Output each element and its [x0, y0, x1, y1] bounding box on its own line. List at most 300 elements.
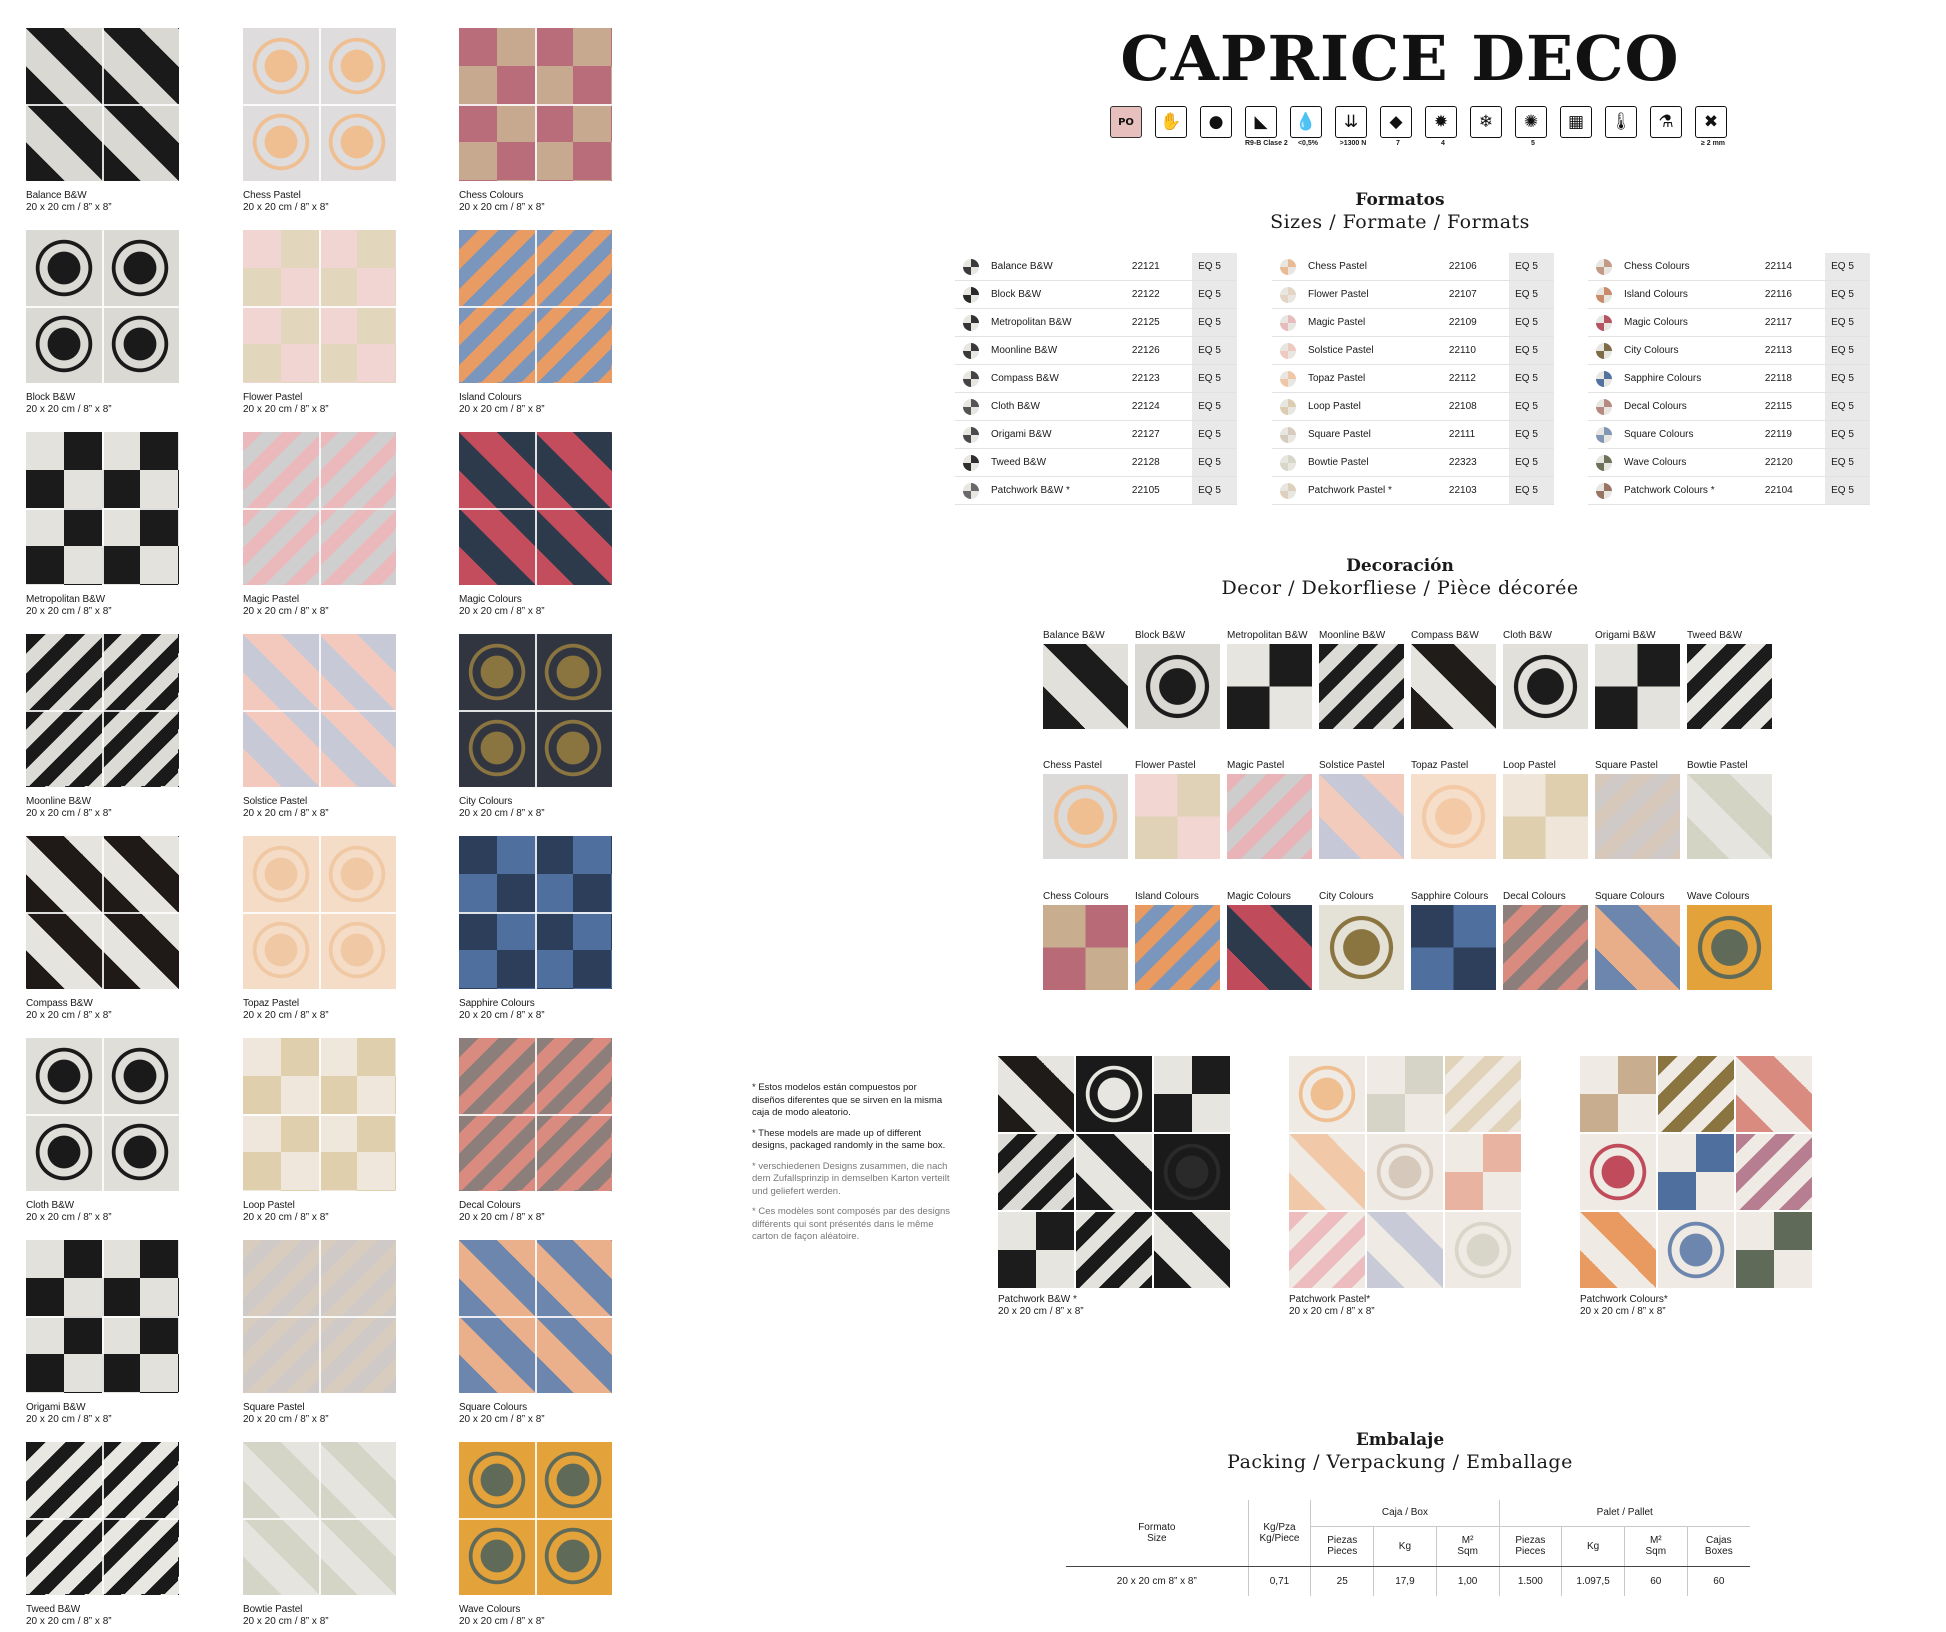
decor-swatch [1503, 774, 1588, 859]
format-name: Origami B&W [991, 429, 1052, 440]
decor-swatch [1595, 774, 1680, 859]
tile-thumb-icon [1596, 287, 1612, 303]
decor-label: Decal Colours [1503, 891, 1566, 902]
decor-swatch [1687, 905, 1772, 990]
tile-card [459, 1240, 614, 1426]
tile-image [459, 634, 612, 787]
decor-label: Chess Colours [1043, 891, 1109, 902]
tile-name: Square Colours [459, 1402, 528, 1413]
patchwork-cell [1445, 1056, 1521, 1132]
formats-row [955, 337, 1237, 365]
format-ref: 22126 [1131, 345, 1160, 356]
tile-card [26, 28, 181, 214]
pack-pallet-kg: 1.097,5 [1562, 1566, 1625, 1596]
format-eq: EQ 5 [1192, 393, 1237, 420]
tile-thumb-icon [963, 371, 979, 387]
format-eq: EQ 5 [1509, 309, 1554, 336]
format-name: Square Pastel [1308, 429, 1371, 440]
decor-label: Block B&W [1135, 630, 1186, 641]
format-ref: 22114 [1764, 261, 1792, 272]
tile-name: Balance B&W [26, 190, 87, 201]
format-name: Compass B&W [991, 373, 1059, 384]
formats-column [1272, 253, 1554, 505]
formats-row [955, 365, 1237, 393]
formats-row [1588, 421, 1870, 449]
decor-label: Origami B&W [1595, 630, 1656, 641]
format-ref: 22112 [1448, 373, 1476, 384]
tile-image [459, 1038, 612, 1191]
pack-h-formato: Formato [1138, 1521, 1176, 1533]
tile-name: Loop Pastel [243, 1200, 295, 1211]
collection-title: CAPRICE DECO [1120, 22, 1680, 95]
format-eq: EQ 5 [1192, 449, 1237, 476]
format-ref: 22115 [1764, 401, 1792, 412]
tile-thumb-icon [963, 287, 979, 303]
spec-icon-glyph: 💧 [1290, 106, 1322, 138]
format-eq: EQ 5 [1825, 337, 1870, 364]
pack-h-kgpza: Kg/Pza [1263, 1521, 1296, 1533]
spec-icon-glyph: ▦ [1560, 106, 1592, 138]
format-ref: 22125 [1131, 317, 1160, 328]
pack-h-boxes: Boxes [1704, 1546, 1733, 1557]
tile-card [243, 836, 398, 1022]
pack-h-pieces: Pieces [1327, 1546, 1358, 1557]
formats-row [1272, 337, 1554, 365]
tile-image [243, 432, 396, 585]
tile-image [243, 1038, 396, 1191]
tile-card [26, 836, 181, 1022]
formats-heading [1050, 190, 1750, 233]
spec-icon-glyph: ◆ [1380, 106, 1412, 138]
note-es: * Estos modelos están compuestos por diseños diferentes que se sirven en la misma caja de modo aleatorio. [752, 1082, 943, 1118]
tile-image [243, 28, 396, 181]
format-ref: 22122 [1131, 289, 1160, 300]
patchwork-size: 20 x 20 cm / 8” x 8” [1580, 1306, 1666, 1317]
packing-table [1066, 1500, 1750, 1596]
tile-thumb-icon [1280, 455, 1296, 471]
decor-swatch [1135, 774, 1220, 859]
tile-thumb-icon [1280, 287, 1296, 303]
pack-h-box-m2 [1436, 1526, 1499, 1566]
decor-item [1135, 612, 1220, 729]
decor-swatch [1687, 774, 1772, 859]
decor-heading-es: Decoración [1346, 556, 1454, 576]
tile-card [26, 1442, 181, 1628]
decor-swatch [1227, 774, 1312, 859]
format-ref: 22128 [1131, 457, 1160, 468]
tile-size: 20 x 20 cm / 8” x 8” [26, 1212, 112, 1223]
format-ref: 22116 [1764, 289, 1792, 300]
note-fr: * Ces modèles sont composés par des designs différents qui sont présentés dans le même carton de façon aléatoire. [752, 1206, 951, 1242]
format-name: Tweed B&W [991, 457, 1047, 468]
patchwork-size: 20 x 20 cm / 8” x 8” [998, 1306, 1084, 1317]
formats-column [955, 253, 1237, 505]
pack-h-format [1066, 1500, 1248, 1566]
format-name: Patchwork Pastel * [1308, 485, 1392, 496]
pack-pallet-pieces: 1.500 [1499, 1566, 1562, 1596]
decor-item [1227, 612, 1312, 729]
patchwork-grid [1580, 1056, 1812, 1288]
patchwork-cell [1445, 1212, 1521, 1288]
hands-icon [1155, 106, 1191, 156]
patchwork-cell [1580, 1212, 1656, 1288]
patchwork-name: Patchwork Pastel* [1289, 1294, 1371, 1305]
tile-image [26, 1038, 179, 1191]
tile-name: Topaz Pastel [243, 998, 300, 1009]
tile-image [26, 836, 179, 989]
pack-h-pallet-boxes [1687, 1526, 1750, 1566]
formats-heading-es: Formatos [1355, 190, 1445, 210]
tile-thumb-icon [1280, 427, 1296, 443]
pack-h-m2-2: M² [1649, 1535, 1662, 1546]
patchwork-name: Patchwork Colours* [1580, 1294, 1668, 1305]
format-eq: EQ 5 [1192, 421, 1237, 448]
decor-swatch [1227, 905, 1312, 990]
decor-swatch [1043, 644, 1128, 729]
format-eq: EQ 5 [1825, 309, 1870, 336]
tile-size: 20 x 20 cm / 8” x 8” [459, 1616, 545, 1627]
pack-h-pallet-m2 [1624, 1526, 1687, 1566]
spec-icon-glyph: ✋ [1155, 106, 1187, 138]
tile-size: 20 x 20 cm / 8” x 8” [26, 1616, 112, 1627]
tile-size: 20 x 20 cm / 8” x 8” [243, 1212, 329, 1223]
decor-item [1595, 742, 1680, 859]
tile-thumb-icon [963, 399, 979, 415]
spec-icon-glyph: ⇊ [1335, 106, 1367, 138]
load-press-icon [1335, 106, 1371, 156]
spec-icon-glyph: 🌡 [1605, 106, 1637, 138]
format-name: Solstice Pastel [1308, 345, 1374, 356]
decor-item [1687, 873, 1772, 990]
format-eq: EQ 5 [1825, 421, 1870, 448]
decor-item [1503, 873, 1588, 990]
patchwork-grid [998, 1056, 1230, 1288]
format-eq: EQ 5 [1192, 477, 1237, 504]
format-ref: 22127 [1131, 429, 1160, 440]
tile-image [459, 230, 612, 383]
pack-h-pallet-kg: Kg [1562, 1526, 1625, 1566]
patchwork-block [1580, 1056, 1812, 1318]
spec-icon-glyph: ❄ [1470, 106, 1502, 138]
patchwork-cell [1289, 1212, 1365, 1288]
format-name: Magic Pastel [1308, 317, 1366, 328]
tile-name: Moonline B&W [26, 796, 91, 807]
pack-h-piezas-2: Piezas [1515, 1535, 1546, 1546]
chemical-bottle-icon [1650, 106, 1686, 156]
tile-card [243, 230, 398, 416]
format-name: Wave Colours [1624, 457, 1687, 468]
dot-icon [1200, 106, 1236, 156]
pack-h-box: Caja / Box [1311, 1500, 1499, 1526]
tile-card [459, 1038, 614, 1224]
decor-swatch [1135, 644, 1220, 729]
format-ref: 22103 [1448, 485, 1477, 496]
decor-label: City Colours [1319, 891, 1374, 902]
tile-card [243, 634, 398, 820]
format-ref: 22124 [1131, 401, 1160, 412]
patchwork-cell [1658, 1212, 1734, 1288]
decor-label: Tweed B&W [1687, 630, 1743, 641]
patchwork-cell [1658, 1134, 1734, 1210]
pack-h-pallet: Palet / Pallet [1499, 1500, 1750, 1526]
format-eq: EQ 5 [1509, 281, 1554, 308]
tile-card [26, 1240, 181, 1426]
tile-card [26, 230, 181, 416]
format-ref: 22117 [1764, 317, 1792, 328]
formats-row [1272, 281, 1554, 309]
format-ref: 22106 [1448, 261, 1477, 272]
format-ref: 22108 [1448, 401, 1477, 412]
tile-name: Compass B&W [26, 998, 93, 1009]
pack-h-sqm: Sqm [1457, 1546, 1478, 1557]
tile-thumb-icon [963, 455, 979, 471]
format-eq: EQ 5 [1825, 281, 1870, 308]
formats-row [955, 393, 1237, 421]
tile-name: Origami B&W [26, 1402, 86, 1413]
note-de: * verschiedenen Designs zusammen, die nach dem Zufallsprinzip in demselben Karton verteilt und geliefert werden. [752, 1160, 950, 1197]
patchwork-cell [1736, 1056, 1812, 1132]
decor-item [1503, 742, 1588, 859]
decor-label: Solstice Pastel [1319, 760, 1385, 771]
decor-label: Flower Pastel [1135, 760, 1196, 771]
formats-row [1588, 365, 1870, 393]
formats-row [1272, 309, 1554, 337]
tile-size: 20 x 20 cm / 8” x 8” [243, 1010, 329, 1021]
decor-item [1135, 742, 1220, 859]
format-name: Block B&W [991, 289, 1042, 300]
decor-row [1043, 742, 1772, 859]
tile-size: 20 x 20 cm / 8” x 8” [26, 606, 112, 617]
tile-size: 20 x 20 cm / 8” x 8” [243, 404, 329, 415]
tile-thumb-icon [1596, 455, 1612, 471]
decor-item [1043, 873, 1128, 990]
format-name: Decal Colours [1624, 401, 1687, 412]
tile-name: Wave Colours [459, 1604, 521, 1615]
technical-icons-row [1110, 106, 1731, 156]
formats-row [955, 253, 1237, 281]
patchwork-cell [1580, 1056, 1656, 1132]
spec-icon-glyph: ✹ [1425, 106, 1457, 138]
tile-thumb-icon [1596, 483, 1612, 499]
tile-name: Tweed B&W [26, 1604, 81, 1615]
tile-name: Island Colours [459, 392, 522, 403]
tile-name: Decal Colours [459, 1200, 521, 1211]
format-eq: EQ 5 [1509, 421, 1554, 448]
tile-name: Flower Pastel [243, 392, 303, 403]
format-ref: 22104 [1764, 485, 1793, 496]
pack-h-m2: M² [1461, 1535, 1474, 1546]
format-name: Chess Colours [1624, 261, 1690, 272]
patchwork-note [752, 1082, 952, 1252]
patchwork-grid [1289, 1056, 1521, 1288]
tile-name: City Colours [459, 796, 513, 807]
format-name: Patchwork Colours * [1624, 485, 1715, 496]
formats-row [1272, 449, 1554, 477]
tile-name: Cloth B&W [26, 1200, 75, 1211]
tile-card [459, 230, 614, 416]
format-name: Balance B&W [991, 261, 1053, 272]
formats-row [1588, 393, 1870, 421]
tile-name: Metropolitan B&W [26, 594, 105, 605]
pack-h-size: Size [1147, 1532, 1167, 1544]
format-eq: EQ 5 [1825, 253, 1870, 280]
patchwork-cell [1658, 1056, 1734, 1132]
spec-icon-caption: 7 [1396, 140, 1400, 147]
tile-thumb-icon [963, 259, 979, 275]
burst-icon [1515, 106, 1551, 156]
pack-box-pieces: 25 [1311, 1566, 1374, 1596]
format-ref: 22119 [1764, 429, 1792, 440]
spec-icon-glyph: ● [1200, 106, 1232, 138]
formats-column [1588, 253, 1870, 505]
format-eq: EQ 5 [1192, 309, 1237, 336]
decor-label: Loop Pastel [1503, 760, 1556, 771]
tile-image [26, 634, 179, 787]
tile-size: 20 x 20 cm / 8” x 8” [459, 404, 545, 415]
format-eq: EQ 5 [1192, 365, 1237, 392]
format-eq: EQ 5 [1509, 365, 1554, 392]
pack-h-box-kg: Kg [1374, 1526, 1437, 1566]
formats-row [1272, 365, 1554, 393]
patchwork-cell [1367, 1134, 1443, 1210]
format-eq: EQ 5 [1192, 253, 1237, 280]
pack-pallet-m2: 60 [1624, 1566, 1687, 1596]
decor-item [1411, 742, 1496, 859]
tile-thumb-icon [1596, 399, 1612, 415]
format-name: Cloth B&W [991, 401, 1040, 412]
decor-label: Square Colours [1595, 891, 1665, 902]
decor-label: Moonline B&W [1319, 630, 1386, 641]
decor-swatch [1135, 905, 1220, 990]
decor-swatch [1411, 644, 1496, 729]
tile-name: Chess Colours [459, 190, 524, 201]
formats-row [1588, 449, 1870, 477]
format-ref: 22107 [1448, 289, 1477, 300]
formats-row [1588, 309, 1870, 337]
decor-item [1411, 612, 1496, 729]
format-ref: 22111 [1448, 429, 1476, 440]
tile-size: 20 x 20 cm / 8” x 8” [459, 1010, 545, 1021]
tile-name: Magic Pastel [243, 594, 300, 605]
decor-item [1319, 742, 1404, 859]
spec-icon-glyph: ✺ [1515, 106, 1547, 138]
pack-format: 20 x 20 cm 8” x 8” [1116, 1575, 1197, 1587]
decor-item [1687, 742, 1772, 859]
decor-item [1227, 873, 1312, 990]
patchwork-block [998, 1056, 1230, 1318]
tile-image [459, 1442, 612, 1595]
tile-card [459, 634, 614, 820]
packing-heading-es: Embalaje [1355, 1430, 1445, 1450]
tile-name: Sapphire Colours [459, 998, 535, 1009]
tile-thumb-icon [963, 315, 979, 331]
tile-thumb-icon [1596, 315, 1612, 331]
patchwork-cell [998, 1056, 1074, 1132]
format-ref: 22118 [1764, 373, 1792, 384]
tile-thumb-icon [1596, 371, 1612, 387]
decor-item [1411, 873, 1496, 990]
pack-box-kg: 17,9 [1374, 1566, 1437, 1596]
cross-arrow-icon [1695, 106, 1731, 156]
tile-thumb-icon [1596, 259, 1612, 275]
pack-h-sqm-2: Sqm [1645, 1546, 1667, 1557]
format-ref: 22110 [1448, 345, 1476, 356]
decor-swatch [1043, 905, 1128, 990]
formats-row [1588, 281, 1870, 309]
spec-icon-glyph: ◣ [1245, 106, 1277, 138]
tile-thumb-icon [1280, 483, 1296, 499]
format-name: Island Colours [1624, 289, 1688, 300]
patchwork-size: 20 x 20 cm / 8” x 8” [1289, 1306, 1375, 1317]
tile-name: Block B&W [26, 392, 76, 403]
format-eq: EQ 5 [1509, 337, 1554, 364]
pack-h-pallet-pieces [1499, 1526, 1562, 1566]
decor-swatch [1411, 774, 1496, 859]
decor-item [1043, 612, 1128, 729]
note-en: * These models are made up of different designs, packaged randomly in the same box. [752, 1127, 946, 1151]
format-name: Sapphire Colours [1624, 373, 1702, 384]
tile-card [243, 1442, 398, 1628]
tile-image [243, 836, 396, 989]
decor-swatch [1319, 774, 1404, 859]
tile-image [26, 1442, 179, 1595]
formats-row [1272, 421, 1554, 449]
spec-icon-caption: 5 [1531, 140, 1535, 147]
tile-card [459, 432, 614, 618]
decor-label: Compass B&W [1411, 630, 1479, 641]
spec-icon-glyph: ⚗ [1650, 106, 1682, 138]
tile-image [459, 1240, 612, 1393]
tile-size: 20 x 20 cm / 8” x 8” [243, 606, 329, 617]
tile-thumb-icon [963, 427, 979, 443]
tile-card [459, 1442, 614, 1628]
formats-row [955, 281, 1237, 309]
tile-image [243, 1442, 396, 1595]
pack-kg-piece: 0,71 [1248, 1566, 1311, 1596]
formats-row [955, 449, 1237, 477]
tile-image [459, 836, 612, 989]
pack-h-box-pieces [1311, 1526, 1374, 1566]
patchwork-cell [1736, 1134, 1812, 1210]
patchwork-cell [1076, 1056, 1152, 1132]
water-drop-icon [1290, 106, 1326, 156]
tile-thumb-icon [1280, 343, 1296, 359]
tile-card [243, 1038, 398, 1224]
decor-label: Island Colours [1135, 891, 1199, 902]
tile-thumb-icon [1280, 371, 1296, 387]
decor-item [1687, 612, 1772, 729]
decor-heading-ml: Decor / Dekorfliese / Pièce décorée [1221, 577, 1579, 599]
tile-size: 20 x 20 cm / 8” x 8” [459, 1414, 545, 1425]
tile-name: Square Pastel [243, 1402, 305, 1413]
packing-heading [1050, 1430, 1750, 1473]
shoe-slip-icon [1245, 106, 1288, 156]
decor-swatch [1319, 644, 1404, 729]
format-eq: EQ 5 [1825, 365, 1870, 392]
decor-item [1595, 612, 1680, 729]
tile-size: 20 x 20 cm / 8” x 8” [459, 606, 545, 617]
spec-icon-caption: ≥ 2 mm [1700, 140, 1726, 147]
tile-image [26, 230, 179, 383]
patchwork-cell [998, 1134, 1074, 1210]
format-name: Topaz Pastel [1308, 373, 1366, 384]
format-eq: EQ 5 [1509, 477, 1554, 504]
patchwork-cell [1289, 1056, 1365, 1132]
spec-icon-caption: <0,5% [1297, 140, 1319, 147]
decor-label: Magic Pastel [1227, 760, 1285, 771]
tile-card [459, 28, 614, 214]
decor-label: Square Pastel [1595, 760, 1658, 771]
